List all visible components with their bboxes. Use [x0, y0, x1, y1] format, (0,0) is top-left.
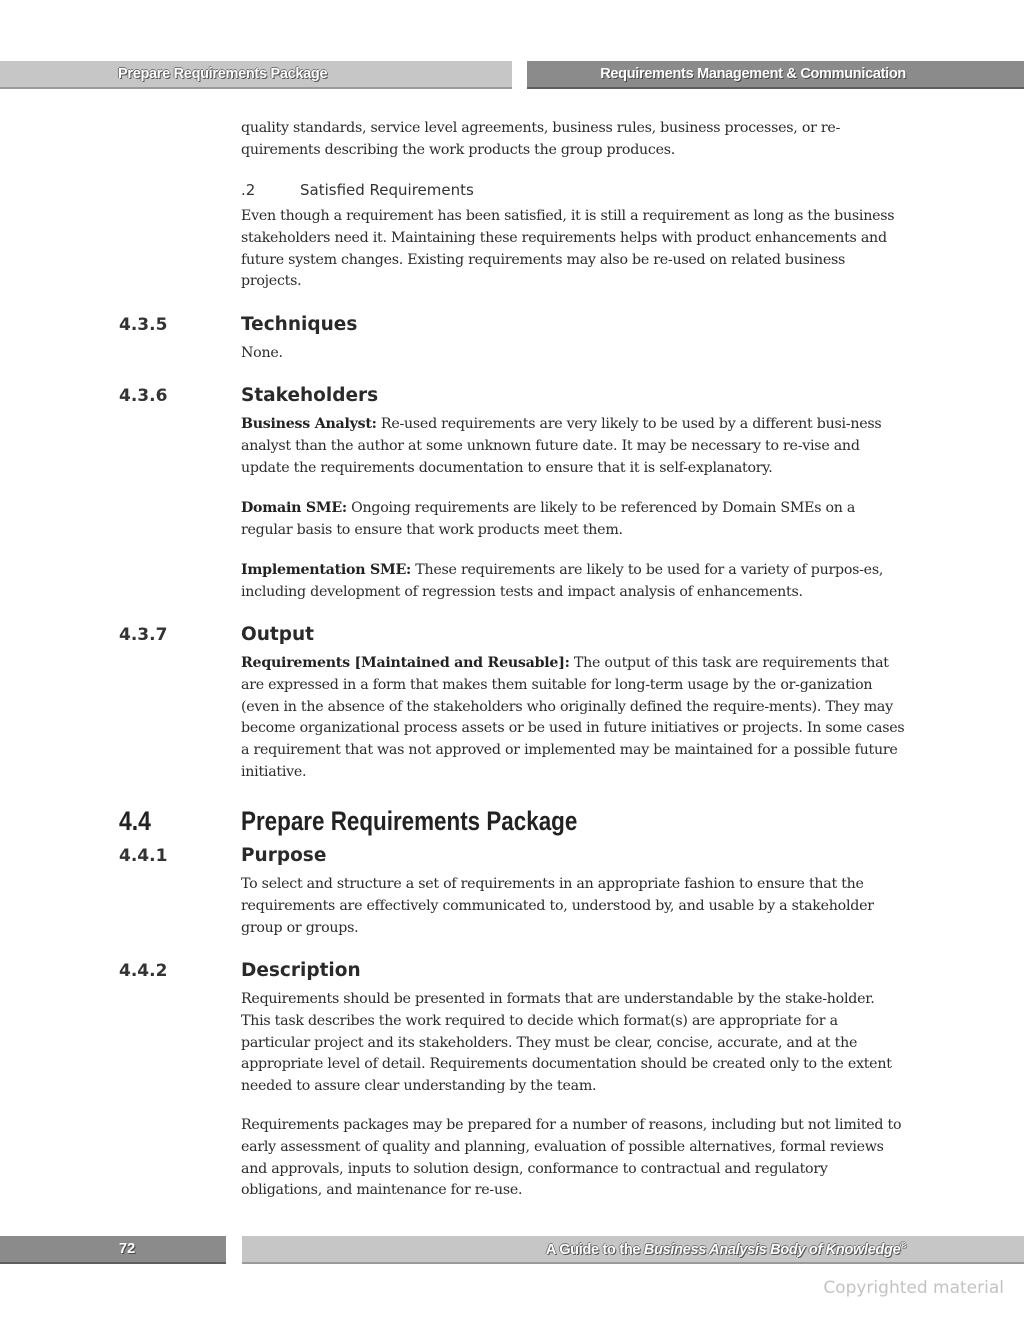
- header-right-bar: [527, 61, 1024, 89]
- footer-left-bar: [0, 1236, 226, 1264]
- description-paragraph-2: Requirements packages may be prepared for a number of reasons, including but not limited to early assessment of quality and planning, evaluation of possible alternatives, formal reviews and approvals, inputs to solution design, conformance to contractual and regulatory obligations, and maintenance for re-use.: [241, 1117, 902, 1199]
- intro-paragraph: quality standards, service level agreements, business rules, business processes, or re-quirements describing the work products the group produces.: [241, 120, 841, 158]
- subsection-title: Satisfied Requirements: [300, 181, 474, 199]
- subsection-number: .2: [241, 181, 256, 199]
- description-paragraph-1: Requirements should be presented in formats that are understandable by the stake-holder. This task describes the work required to decide which format(s) are appropriate for a particular project and its stakeholders. They must be clear, concise, accurate, and at the appropriate level of detail. Requirements documentation should be created only to the extent needed to assure clear understanding by the team.: [241, 991, 892, 1095]
- copyright-watermark: Copyrighted material: [823, 1278, 1004, 1298]
- stakeholder-text: Ongoing requirements are likely to be referenced by Domain SMEs on a regular basis to ensure that work products meet them.: [241, 500, 856, 538]
- output-paragraph: [241, 653, 906, 784]
- footer-guide-italic: Business Analysis Body of Knowledge: [643, 1241, 901, 1258]
- footer-guide-prefix: A Guide to the: [545, 1241, 644, 1258]
- stakeholder-text: These requirements are likely to be used for a variety of purpos-es, including development of regression tests and impact analysis of enhancements.: [241, 562, 884, 600]
- section-number-436: 4.3.6: [119, 386, 168, 406]
- section-number-437: 4.3.7: [119, 625, 168, 645]
- stakeholder-text: Re-used requirements are very likely to be used by a different busi-ness analyst than the author at some unknown future date. It may be necessary to re-vise and update the requirements documentation to ensure that it is self-explanatory.: [241, 416, 882, 476]
- purpose-paragraph: To select and structure a set of requirements in an appropriate fashion to ensure that the requirements are effectively communicated to, understood by, and usable by a stakeholder group or groups.: [241, 876, 874, 936]
- techniques-paragraph: None.: [241, 345, 283, 361]
- stakeholder-business-analyst: [241, 414, 906, 479]
- section-number-441: 4.4.1: [119, 846, 168, 866]
- section-number-44: 4.4: [119, 806, 151, 836]
- section-title-stakeholders: Stakeholders: [241, 385, 379, 406]
- header-left-bar: [0, 61, 512, 89]
- footer-guide-title: [546, 1241, 906, 1258]
- section-title-output: Output: [241, 624, 314, 645]
- header-chapter-title: Requirements Management & Communication: [600, 66, 906, 82]
- section-title-techniques: Techniques: [241, 314, 358, 335]
- stakeholder-domain-sme: [241, 498, 906, 542]
- page-number: 72: [119, 1241, 136, 1257]
- output-text: The output of this task are requirements that are expressed in a form that makes them suitable for long-term usage by the or-ganization (even in the absence of the stakeholders who originally defined the require-ments). They may become organizational process assets or be used in future initiatives or projects. In some cases a requirement that was not approved or implemented may be maintained for a possible future initiative.: [241, 655, 905, 780]
- output-label: Requirements [Maintained and Reusable]:: [241, 655, 570, 671]
- stakeholder-implementation-sme: [241, 560, 906, 604]
- header-section-title: Prepare Requirements Package: [118, 66, 328, 82]
- footer-registered-mark: ®: [900, 1241, 906, 1250]
- section-title-description: Description: [241, 960, 361, 981]
- stakeholder-label: Domain SME:: [241, 500, 347, 516]
- footer-right-bar: [242, 1236, 1024, 1264]
- stakeholder-label: Implementation SME:: [241, 562, 411, 578]
- section-number-442: 4.4.2: [119, 961, 168, 981]
- section-title-purpose: Purpose: [241, 845, 327, 866]
- section-number-435: 4.3.5: [119, 315, 168, 335]
- stakeholder-label: Business Analyst:: [241, 416, 377, 432]
- section-title-prepare-requirements-package: Prepare Requirements Package: [241, 806, 578, 836]
- satisfied-requirements-paragraph: Even though a requirement has been satisfied, it is still a requirement as long as the business stakeholders need it. Maintaining these requirements helps with product enhancements and future system changes. Existing requirements may also be re-used on related business projects.: [241, 208, 895, 290]
